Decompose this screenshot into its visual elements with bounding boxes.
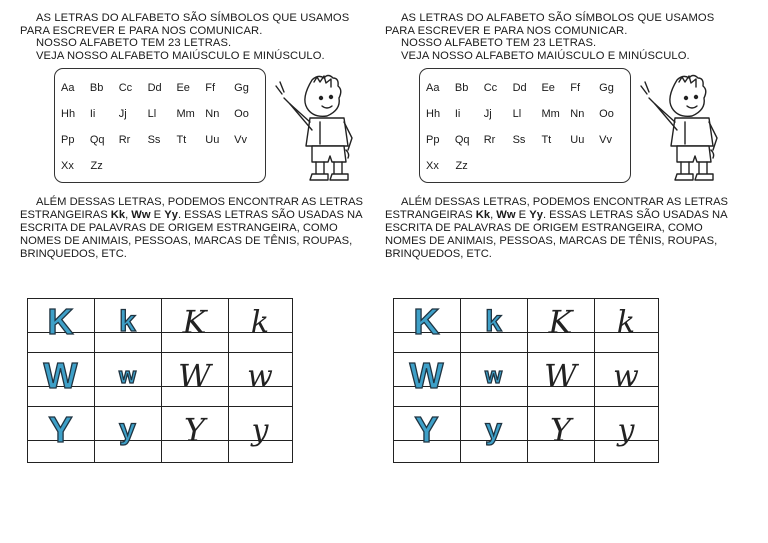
- body-line: BRINQUEDOS, ETC.: [385, 247, 492, 260]
- letter-pair: Nn: [570, 108, 585, 121]
- alphabet-row-2: [61, 101, 263, 127]
- letter-pair: Pp: [61, 134, 75, 147]
- grid-letter-lower: k: [485, 305, 502, 338]
- alphabet-row-3: [426, 127, 628, 153]
- letter-pair: Oo: [234, 108, 249, 121]
- grid-letter-upper: W: [409, 355, 444, 396]
- letter-pair: Hh: [61, 108, 76, 121]
- body-fragment: . ESSAS LETRAS SÃO USADAS NA: [542, 209, 728, 222]
- letter-pair: Jj: [483, 108, 492, 121]
- body-fragment: E: [150, 209, 165, 222]
- body-fragment: E: [515, 209, 530, 222]
- intro-line: PARA ESCREVER E PARA NOS COMUNICAR.: [385, 24, 628, 37]
- letters-ww: Ww: [496, 209, 516, 222]
- intro-line: NOSSO ALFABETO TEM 23 LETRAS.: [36, 37, 232, 50]
- letter-pair: Ss: [512, 134, 526, 147]
- body-line: [385, 209, 751, 222]
- alphabet-row-2: [426, 101, 628, 127]
- grid-letter-script-upper: K: [182, 303, 207, 341]
- grid-letter-script-upper: W: [178, 357, 211, 395]
- body-line: ALÉM DESSAS LETRAS, PODEMOS ENCONTRAR AS LETRAS: [401, 196, 729, 209]
- boy-pointing-illustration: [637, 72, 721, 184]
- intro-line: NOSSO ALFABETO TEM 23 LETRAS.: [401, 37, 597, 50]
- grid-letter-lower: y: [485, 413, 502, 446]
- body-text: [20, 196, 386, 260]
- letter-pair: Ee: [176, 82, 190, 95]
- body-text: [385, 196, 751, 260]
- intro-line: VEJA NOSSO ALFABETO MAIÚSCULO E MINÚSCULO.: [401, 49, 690, 62]
- letter-pair: Zz: [455, 160, 468, 173]
- intro-text: [385, 12, 751, 62]
- grid-letter-upper: K: [413, 301, 440, 342]
- grid-letter-upper: W: [43, 355, 78, 396]
- grid-letter-upper: K: [47, 301, 74, 342]
- grid-letter-script-upper: K: [548, 303, 573, 341]
- letter-pair: Ff: [205, 82, 216, 95]
- letters-kk: Kk: [110, 209, 126, 222]
- letter-pair: Nn: [205, 108, 220, 121]
- letter-pair: Dd: [512, 82, 527, 95]
- body-line: NOMES DE ANIMAIS, PESSOAS, MARCAS DE TÊNIS, ROUPAS,: [20, 234, 353, 247]
- letter-grid-left: [27, 298, 273, 462]
- worksheet-panel-right: [385, 12, 751, 260]
- letter-pair: Dd: [147, 82, 162, 95]
- body-fragment: ESTRANGEIRAS: [385, 209, 476, 222]
- intro-text: [20, 12, 386, 62]
- grid-letter-script-lower: k: [616, 304, 636, 340]
- body-line: BRINQUEDOS, ETC.: [20, 247, 127, 260]
- grid-letter-script-upper: Y: [183, 411, 206, 449]
- letter-pair: Uu: [205, 134, 220, 147]
- letter-pair: Mm: [541, 108, 560, 121]
- grid-letter-script-lower: y: [617, 412, 635, 448]
- letter-pair: Tt: [176, 134, 187, 147]
- letter-pair: Tt: [541, 134, 552, 147]
- letter-pair: Oo: [599, 108, 614, 121]
- grid-letter-script-upper: Y: [549, 411, 572, 449]
- body-fragment: ,: [490, 209, 497, 222]
- grid-letter-lower: y: [119, 413, 136, 446]
- letter-pair: Qq: [454, 134, 470, 147]
- letter-pair: Ii: [89, 108, 96, 121]
- grid-letter-lower: k: [119, 305, 136, 338]
- grid-letter-script-upper: W: [544, 357, 577, 395]
- body-fragment: ESTRANGEIRAS: [20, 209, 111, 222]
- letter-pair: Gg: [234, 82, 249, 95]
- grid-letter-upper: Y: [414, 409, 439, 450]
- body-line: ALÉM DESSAS LETRAS, PODEMOS ENCONTRAR AS LETRAS: [36, 196, 364, 209]
- alphabet-row-3: [61, 127, 263, 153]
- intro-line: AS LETRAS DO ALFABETO SÃO SÍMBOLOS QUE USAMOS: [401, 12, 715, 24]
- letter-pair: Cc: [483, 82, 498, 95]
- body-fragment: ,: [125, 209, 132, 222]
- grid-letter-script-lower: w: [613, 358, 639, 394]
- grid-letter-script-lower: y: [251, 412, 269, 448]
- alphabet-row-1: [61, 75, 263, 101]
- letter-pair: Ss: [147, 134, 161, 147]
- intro-line: AS LETRAS DO ALFABETO SÃO SÍMBOLOS QUE USAMOS: [36, 12, 350, 24]
- letter-pair: Xx: [61, 160, 74, 173]
- letters-ww: Ww: [131, 209, 151, 222]
- letter-pair: Bb: [454, 82, 469, 95]
- letter-pair: Vv: [599, 134, 612, 147]
- letter-pair: Cc: [118, 82, 133, 95]
- body-line: [20, 209, 386, 222]
- letter-pair: Bb: [89, 82, 104, 95]
- letter-pair: Gg: [599, 82, 614, 95]
- letter-pair: Rr: [483, 134, 496, 147]
- grid-letter-lower: w: [118, 363, 137, 388]
- letter-pair: Xx: [426, 160, 439, 173]
- letters-kk: Kk: [475, 209, 491, 222]
- body-fragment: . ESSAS LETRAS SÃO USADAS NA: [177, 209, 363, 222]
- letter-pair: Rr: [118, 134, 131, 147]
- alphabet-row-4: [426, 153, 628, 179]
- alphabet-row-4: [61, 153, 263, 179]
- letter-pair: Uu: [570, 134, 585, 147]
- letter-pair: Aa: [426, 82, 440, 95]
- letter-pair: Ii: [454, 108, 461, 121]
- letter-pair: Aa: [61, 82, 75, 95]
- letter-pair: Ee: [541, 82, 555, 95]
- grid-letter-upper: Y: [48, 409, 73, 450]
- letter-pair: Qq: [89, 134, 105, 147]
- grid-letter-lower: w: [484, 363, 503, 388]
- body-line: ESCRITA DE PALAVRAS DE ORIGEM ESTRANGEIRA, COMO: [385, 221, 703, 234]
- body-line: NOMES DE ANIMAIS, PESSOAS, MARCAS DE TÊNIS, ROUPAS,: [385, 234, 718, 247]
- worksheet-panel-left: [20, 12, 386, 260]
- body-line: ESCRITA DE PALAVRAS DE ORIGEM ESTRANGEIRA, COMO: [20, 221, 338, 234]
- boy-pointing-illustration: [272, 72, 356, 184]
- letter-pair: Pp: [426, 134, 440, 147]
- grid-letter-script-lower: w: [247, 358, 273, 394]
- letter-pair: Mm: [176, 108, 195, 121]
- letter-pair: Ll: [512, 108, 522, 121]
- intro-line: VEJA NOSSO ALFABETO MAIÚSCULO E MINÚSCULO.: [36, 49, 325, 62]
- alphabet-row-1: [426, 75, 628, 101]
- letter-pair: Jj: [118, 108, 127, 121]
- alphabet-box: [419, 68, 631, 183]
- letter-pair: Hh: [426, 108, 441, 121]
- letter-pair: Vv: [234, 134, 247, 147]
- grid-letter-script-lower: k: [250, 304, 270, 340]
- letter-grid-right: [393, 298, 639, 462]
- intro-line: PARA ESCREVER E PARA NOS COMUNICAR.: [20, 24, 263, 37]
- letters-yy: Yy: [164, 209, 178, 222]
- letter-pair: Ff: [570, 82, 581, 95]
- letters-yy: Yy: [529, 209, 543, 222]
- letter-pair: Zz: [90, 160, 103, 173]
- alphabet-box: [54, 68, 266, 183]
- letter-pair: Ll: [147, 108, 157, 121]
